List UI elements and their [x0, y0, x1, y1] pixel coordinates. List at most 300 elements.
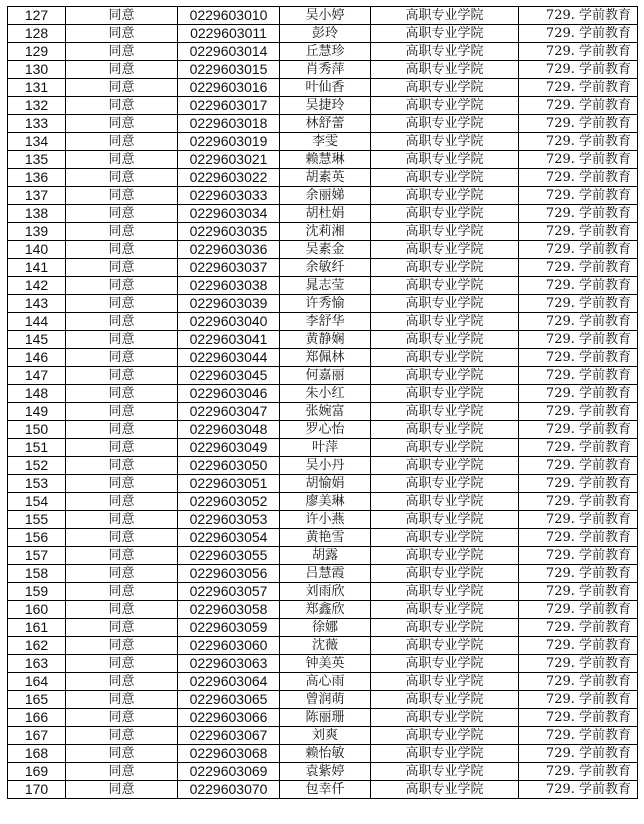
student-id-cell: 0229603041	[178, 331, 280, 349]
major-cell: 729. 学前教育	[519, 475, 638, 493]
major-cell: 729. 学前教育	[519, 511, 638, 529]
status-cell: 同意	[66, 61, 178, 79]
name-cell: 刘爽	[280, 727, 371, 745]
table-row	[8, 61, 638, 79]
name-cell: 袁紫婷	[280, 763, 371, 781]
table-row	[8, 79, 638, 97]
college-cell: 高职专业学院	[371, 187, 519, 205]
row-number-cell: 166	[8, 709, 66, 727]
status-cell: 同意	[66, 385, 178, 403]
college-cell: 高职专业学院	[371, 511, 519, 529]
status-cell: 同意	[66, 367, 178, 385]
college-cell: 高职专业学院	[371, 439, 519, 457]
student-id-cell: 0229603019	[178, 133, 280, 151]
row-number-cell: 147	[8, 367, 66, 385]
college-cell: 高职专业学院	[371, 25, 519, 43]
student-id-cell: 0229603051	[178, 475, 280, 493]
student-id-cell: 0229603010	[178, 7, 280, 25]
row-number-cell: 154	[8, 493, 66, 511]
student-id-cell: 0229603050	[178, 457, 280, 475]
college-cell: 高职专业学院	[371, 565, 519, 583]
row-number-cell: 134	[8, 133, 66, 151]
name-cell: 陈丽珊	[280, 709, 371, 727]
status-cell: 同意	[66, 763, 178, 781]
major-cell: 729. 学前教育	[519, 637, 638, 655]
row-number-cell: 137	[8, 187, 66, 205]
table-row	[8, 421, 638, 439]
major-cell: 729. 学前教育	[519, 205, 638, 223]
name-cell: 吴小婷	[280, 7, 371, 25]
name-cell: 张婉富	[280, 403, 371, 421]
major-cell: 729. 学前教育	[519, 151, 638, 169]
student-id-cell: 0229603039	[178, 295, 280, 313]
table-row	[8, 583, 638, 601]
college-cell: 高职专业学院	[371, 295, 519, 313]
student-id-cell: 0229603022	[178, 169, 280, 187]
status-cell: 同意	[66, 619, 178, 637]
table-row	[8, 475, 638, 493]
student-id-cell: 0229603065	[178, 691, 280, 709]
status-cell: 同意	[66, 259, 178, 277]
major-cell: 729. 学前教育	[519, 367, 638, 385]
status-cell: 同意	[66, 601, 178, 619]
college-cell: 高职专业学院	[371, 601, 519, 619]
student-id-cell: 0229603048	[178, 421, 280, 439]
college-cell: 高职专业学院	[371, 655, 519, 673]
name-cell: 黄艳雪	[280, 529, 371, 547]
status-cell: 同意	[66, 709, 178, 727]
row-number-cell: 152	[8, 457, 66, 475]
name-cell: 李雯	[280, 133, 371, 151]
table-row	[8, 745, 638, 763]
name-cell: 余丽娣	[280, 187, 371, 205]
student-id-cell: 0229603036	[178, 241, 280, 259]
major-cell: 729. 学前教育	[519, 781, 638, 799]
student-id-cell: 0229603049	[178, 439, 280, 457]
row-number-cell: 163	[8, 655, 66, 673]
college-cell: 高职专业学院	[371, 673, 519, 691]
name-cell: 胡露	[280, 547, 371, 565]
table-row	[8, 133, 638, 151]
name-cell: 肖秀萍	[280, 61, 371, 79]
name-cell: 叶萍	[280, 439, 371, 457]
status-cell: 同意	[66, 511, 178, 529]
major-cell: 729. 学前教育	[519, 133, 638, 151]
name-cell: 许秀愉	[280, 295, 371, 313]
major-cell: 729. 学前教育	[519, 259, 638, 277]
name-cell: 吕慧霞	[280, 565, 371, 583]
table-row	[8, 97, 638, 115]
status-cell: 同意	[66, 115, 178, 133]
college-cell: 高职专业学院	[371, 97, 519, 115]
student-id-cell: 0229603053	[178, 511, 280, 529]
student-id-cell: 0229603055	[178, 547, 280, 565]
student-id-cell: 0229603016	[178, 79, 280, 97]
college-cell: 高职专业学院	[371, 475, 519, 493]
row-number-cell: 168	[8, 745, 66, 763]
table-row	[8, 403, 638, 421]
name-cell: 刘雨欣	[280, 583, 371, 601]
status-cell: 同意	[66, 583, 178, 601]
status-cell: 同意	[66, 781, 178, 799]
major-cell: 729. 学前教育	[519, 583, 638, 601]
row-number-cell: 160	[8, 601, 66, 619]
name-cell: 吴小丹	[280, 457, 371, 475]
college-cell: 高职专业学院	[371, 457, 519, 475]
table-row	[8, 565, 638, 583]
row-number-cell: 159	[8, 583, 66, 601]
name-cell: 丘慧珍	[280, 43, 371, 61]
college-cell: 高职专业学院	[371, 421, 519, 439]
name-cell: 李舒华	[280, 313, 371, 331]
status-cell: 同意	[66, 331, 178, 349]
table-row	[8, 529, 638, 547]
table-row	[8, 43, 638, 61]
student-id-cell: 0229603037	[178, 259, 280, 277]
table-row	[8, 493, 638, 511]
status-cell: 同意	[66, 313, 178, 331]
name-cell: 叶仙香	[280, 79, 371, 97]
name-cell: 廖美琳	[280, 493, 371, 511]
college-cell: 高职专业学院	[371, 691, 519, 709]
college-cell: 高职专业学院	[371, 403, 519, 421]
major-cell: 729. 学前教育	[519, 223, 638, 241]
major-cell: 729. 学前教育	[519, 493, 638, 511]
table-row	[8, 709, 638, 727]
status-cell: 同意	[66, 151, 178, 169]
admission-table	[7, 6, 638, 799]
student-id-cell: 0229603060	[178, 637, 280, 655]
table-row	[8, 187, 638, 205]
major-cell: 729. 学前教育	[519, 745, 638, 763]
college-cell: 高职专业学院	[371, 169, 519, 187]
name-cell: 沈莉湘	[280, 223, 371, 241]
college-cell: 高职专业学院	[371, 241, 519, 259]
major-cell: 729. 学前教育	[519, 295, 638, 313]
row-number-cell: 136	[8, 169, 66, 187]
major-cell: 729. 学前教育	[519, 25, 638, 43]
name-cell: 朱小红	[280, 385, 371, 403]
name-cell: 郑鑫欣	[280, 601, 371, 619]
college-cell: 高职专业学院	[371, 313, 519, 331]
row-number-cell: 153	[8, 475, 66, 493]
status-cell: 同意	[66, 25, 178, 43]
college-cell: 高职专业学院	[371, 61, 519, 79]
name-cell: 胡素英	[280, 169, 371, 187]
row-number-cell: 151	[8, 439, 66, 457]
name-cell: 徐娜	[280, 619, 371, 637]
row-number-cell: 156	[8, 529, 66, 547]
major-cell: 729. 学前教育	[519, 673, 638, 691]
row-number-cell: 169	[8, 763, 66, 781]
status-cell: 同意	[66, 205, 178, 223]
table-row	[8, 25, 638, 43]
status-cell: 同意	[66, 187, 178, 205]
major-cell: 729. 学前教育	[519, 277, 638, 295]
college-cell: 高职专业学院	[371, 133, 519, 151]
row-number-cell: 131	[8, 79, 66, 97]
college-cell: 高职专业学院	[371, 205, 519, 223]
row-number-cell: 130	[8, 61, 66, 79]
row-number-cell: 143	[8, 295, 66, 313]
table-row	[8, 7, 638, 25]
college-cell: 高职专业学院	[371, 277, 519, 295]
student-id-cell: 0229603045	[178, 367, 280, 385]
table-row	[8, 331, 638, 349]
student-id-cell: 0229603066	[178, 709, 280, 727]
major-cell: 729. 学前教育	[519, 403, 638, 421]
name-cell: 吴捷玲	[280, 97, 371, 115]
college-cell: 高职专业学院	[371, 259, 519, 277]
table-row	[8, 223, 638, 241]
college-cell: 高职专业学院	[371, 367, 519, 385]
row-number-cell: 157	[8, 547, 66, 565]
college-cell: 高职专业学院	[371, 349, 519, 367]
row-number-cell: 161	[8, 619, 66, 637]
student-id-cell: 0229603011	[178, 25, 280, 43]
table-row	[8, 277, 638, 295]
major-cell: 729. 学前教育	[519, 547, 638, 565]
status-cell: 同意	[66, 529, 178, 547]
major-cell: 729. 学前教育	[519, 349, 638, 367]
name-cell: 胡愉娟	[280, 475, 371, 493]
status-cell: 同意	[66, 133, 178, 151]
row-number-cell: 132	[8, 97, 66, 115]
name-cell: 沈薇	[280, 637, 371, 655]
row-number-cell: 146	[8, 349, 66, 367]
major-cell: 729. 学前教育	[519, 709, 638, 727]
student-id-cell: 0229603054	[178, 529, 280, 547]
name-cell: 吴素金	[280, 241, 371, 259]
name-cell: 晁志莹	[280, 277, 371, 295]
table-row	[8, 655, 638, 673]
college-cell: 高职专业学院	[371, 637, 519, 655]
major-cell: 729. 学前教育	[519, 619, 638, 637]
name-cell: 余敏纤	[280, 259, 371, 277]
student-id-cell: 0229603046	[178, 385, 280, 403]
table-row	[8, 205, 638, 223]
status-cell: 同意	[66, 691, 178, 709]
college-cell: 高职专业学院	[371, 115, 519, 133]
major-cell: 729. 学前教育	[519, 439, 638, 457]
major-cell: 729. 学前教育	[519, 187, 638, 205]
row-number-cell: 165	[8, 691, 66, 709]
name-cell: 许小燕	[280, 511, 371, 529]
name-cell: 赖慧琳	[280, 151, 371, 169]
major-cell: 729. 学前教育	[519, 529, 638, 547]
student-id-cell: 0229603018	[178, 115, 280, 133]
major-cell: 729. 学前教育	[519, 7, 638, 25]
table-row	[8, 313, 638, 331]
status-cell: 同意	[66, 475, 178, 493]
college-cell: 高职专业学院	[371, 547, 519, 565]
name-cell: 赖怡敏	[280, 745, 371, 763]
student-id-cell: 0229603056	[178, 565, 280, 583]
row-number-cell: 162	[8, 637, 66, 655]
table-row	[8, 601, 638, 619]
row-number-cell: 158	[8, 565, 66, 583]
major-cell: 729. 学前教育	[519, 421, 638, 439]
college-cell: 高职专业学院	[371, 583, 519, 601]
college-cell: 高职专业学院	[371, 619, 519, 637]
table-row	[8, 691, 638, 709]
status-cell: 同意	[66, 727, 178, 745]
major-cell: 729. 学前教育	[519, 763, 638, 781]
table-row	[8, 637, 638, 655]
row-number-cell: 129	[8, 43, 66, 61]
status-cell: 同意	[66, 43, 178, 61]
status-cell: 同意	[66, 277, 178, 295]
table-row	[8, 169, 638, 187]
college-cell: 高职专业学院	[371, 493, 519, 511]
student-id-cell: 0229603038	[178, 277, 280, 295]
status-cell: 同意	[66, 673, 178, 691]
major-cell: 729. 学前教育	[519, 115, 638, 133]
college-cell: 高职专业学院	[371, 331, 519, 349]
major-cell: 729. 学前教育	[519, 655, 638, 673]
major-cell: 729. 学前教育	[519, 61, 638, 79]
row-number-cell: 142	[8, 277, 66, 295]
student-id-cell: 0229603014	[178, 43, 280, 61]
status-cell: 同意	[66, 403, 178, 421]
student-id-cell: 0229603069	[178, 763, 280, 781]
student-id-cell: 0229603064	[178, 673, 280, 691]
table-row	[8, 295, 638, 313]
major-cell: 729. 学前教育	[519, 691, 638, 709]
table-row	[8, 673, 638, 691]
row-number-cell: 170	[8, 781, 66, 799]
name-cell: 郑佩林	[280, 349, 371, 367]
row-number-cell: 145	[8, 331, 66, 349]
table-row	[8, 619, 638, 637]
row-number-cell: 141	[8, 259, 66, 277]
row-number-cell: 127	[8, 7, 66, 25]
college-cell: 高职专业学院	[371, 223, 519, 241]
major-cell: 729. 学前教育	[519, 457, 638, 475]
status-cell: 同意	[66, 655, 178, 673]
student-id-cell: 0229603034	[178, 205, 280, 223]
row-number-cell: 167	[8, 727, 66, 745]
status-cell: 同意	[66, 79, 178, 97]
student-id-cell: 0229603015	[178, 61, 280, 79]
major-cell: 729. 学前教育	[519, 241, 638, 259]
major-cell: 729. 学前教育	[519, 97, 638, 115]
table-row	[8, 439, 638, 457]
status-cell: 同意	[66, 169, 178, 187]
table-row	[8, 781, 638, 799]
row-number-cell: 155	[8, 511, 66, 529]
row-number-cell: 128	[8, 25, 66, 43]
major-cell: 729. 学前教育	[519, 601, 638, 619]
status-cell: 同意	[66, 241, 178, 259]
table-row	[8, 763, 638, 781]
major-cell: 729. 学前教育	[519, 331, 638, 349]
row-number-cell: 139	[8, 223, 66, 241]
name-cell: 林舒蕾	[280, 115, 371, 133]
name-cell: 彭玲	[280, 25, 371, 43]
college-cell: 高职专业学院	[371, 79, 519, 97]
student-id-cell: 0229603070	[178, 781, 280, 799]
table-body	[8, 7, 638, 799]
row-number-cell: 135	[8, 151, 66, 169]
name-cell: 包幸仟	[280, 781, 371, 799]
college-cell: 高职专业学院	[371, 727, 519, 745]
status-cell: 同意	[66, 745, 178, 763]
student-id-cell: 0229603021	[178, 151, 280, 169]
major-cell: 729. 学前教育	[519, 169, 638, 187]
table-row	[8, 511, 638, 529]
admission-list-sheet	[7, 6, 638, 799]
student-id-cell: 0229603017	[178, 97, 280, 115]
college-cell: 高职专业学院	[371, 151, 519, 169]
name-cell: 曾润萌	[280, 691, 371, 709]
major-cell: 729. 学前教育	[519, 313, 638, 331]
row-number-cell: 140	[8, 241, 66, 259]
table-row	[8, 367, 638, 385]
status-cell: 同意	[66, 7, 178, 25]
name-cell: 胡杜娟	[280, 205, 371, 223]
table-row	[8, 259, 638, 277]
row-number-cell: 148	[8, 385, 66, 403]
student-id-cell: 0229603033	[178, 187, 280, 205]
table-row	[8, 241, 638, 259]
college-cell: 高职专业学院	[371, 781, 519, 799]
status-cell: 同意	[66, 637, 178, 655]
college-cell: 高职专业学院	[371, 7, 519, 25]
table-row	[8, 457, 638, 475]
name-cell: 罗心怡	[280, 421, 371, 439]
row-number-cell: 164	[8, 673, 66, 691]
major-cell: 729. 学前教育	[519, 727, 638, 745]
major-cell: 729. 学前教育	[519, 79, 638, 97]
row-number-cell: 150	[8, 421, 66, 439]
name-cell: 黄静娴	[280, 331, 371, 349]
student-id-cell: 0229603067	[178, 727, 280, 745]
college-cell: 高职专业学院	[371, 745, 519, 763]
status-cell: 同意	[66, 295, 178, 313]
row-number-cell: 149	[8, 403, 66, 421]
table-row	[8, 727, 638, 745]
student-id-cell: 0229603063	[178, 655, 280, 673]
status-cell: 同意	[66, 439, 178, 457]
college-cell: 高职专业学院	[371, 529, 519, 547]
status-cell: 同意	[66, 547, 178, 565]
status-cell: 同意	[66, 421, 178, 439]
college-cell: 高职专业学院	[371, 43, 519, 61]
student-id-cell: 0229603047	[178, 403, 280, 421]
student-id-cell: 0229603058	[178, 601, 280, 619]
student-id-cell: 0229603040	[178, 313, 280, 331]
status-cell: 同意	[66, 457, 178, 475]
row-number-cell: 138	[8, 205, 66, 223]
student-id-cell: 0229603044	[178, 349, 280, 367]
table-row	[8, 385, 638, 403]
table-row	[8, 547, 638, 565]
status-cell: 同意	[66, 349, 178, 367]
table-row	[8, 115, 638, 133]
status-cell: 同意	[66, 493, 178, 511]
student-id-cell: 0229603059	[178, 619, 280, 637]
row-number-cell: 133	[8, 115, 66, 133]
row-number-cell: 144	[8, 313, 66, 331]
student-id-cell: 0229603052	[178, 493, 280, 511]
table-row	[8, 349, 638, 367]
table-row	[8, 151, 638, 169]
student-id-cell: 0229603035	[178, 223, 280, 241]
student-id-cell: 0229603068	[178, 745, 280, 763]
major-cell: 729. 学前教育	[519, 43, 638, 61]
name-cell: 高心雨	[280, 673, 371, 691]
